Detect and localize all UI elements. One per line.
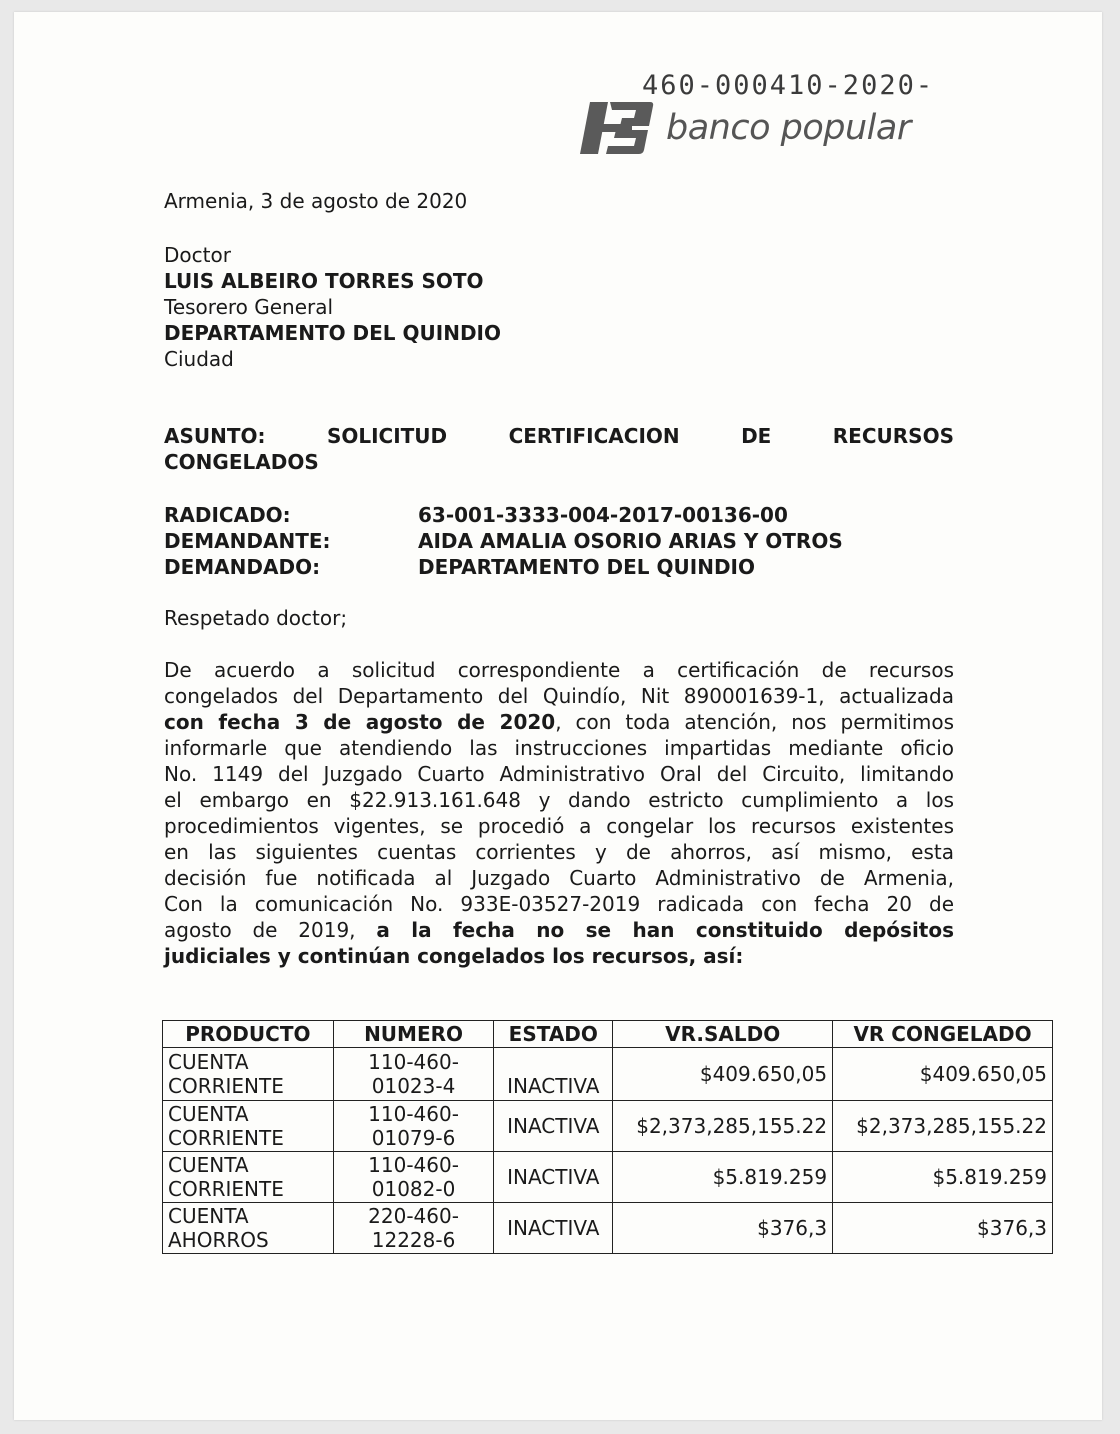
subject-line-2: CONGELADOS bbox=[164, 450, 319, 474]
letter-page bbox=[14, 12, 1102, 1420]
case-value: 63-001-3333-004-2017-00136-00 bbox=[418, 503, 788, 527]
status-cell: INACTIVA bbox=[494, 1101, 613, 1152]
body-line: judiciales y continúan congelados los recursos, así: bbox=[164, 944, 744, 968]
account-number-part: 01079-6 bbox=[371, 1126, 456, 1150]
body-line: informarle que atendiendo las instrucciones impartidas mediante oficio bbox=[164, 736, 954, 760]
body-emphasis: a la fecha no se han constituido depósitos bbox=[376, 918, 954, 942]
case-label: DEMANDADO: bbox=[164, 555, 321, 579]
body-line: el embargo en $22.913.161.648 y dando estricto cumplimiento a los bbox=[164, 788, 954, 812]
table-row bbox=[163, 1048, 1053, 1101]
account-number-part: 110-460- bbox=[368, 1153, 459, 1177]
recipient-title: Doctor bbox=[164, 243, 231, 267]
account-number-cell bbox=[333, 1203, 494, 1254]
account-number-cell bbox=[333, 1101, 494, 1152]
case-label: DEMANDANTE: bbox=[164, 529, 331, 553]
product-subtype: CORRIENTE bbox=[168, 1177, 284, 1201]
account-number-part: 01082-0 bbox=[371, 1177, 456, 1201]
body-line: No. 1149 del Juzgado Cuarto Administrativo Oral del Circuito, limitando bbox=[164, 762, 954, 786]
body-line: Con la comunicación No. 933E-03527-2019 radicada con fecha 20 de bbox=[164, 892, 954, 916]
product-type: CUENTA bbox=[168, 1204, 249, 1228]
recipient-entity: DEPARTAMENTO DEL QUINDIO bbox=[164, 321, 501, 345]
subject-word: ASUNTO: bbox=[164, 424, 266, 448]
recipient-position: Tesorero General bbox=[164, 295, 334, 319]
frozen-amount-cell: $2,373,285,155.22 bbox=[833, 1101, 1053, 1152]
product-cell bbox=[163, 1203, 334, 1254]
body-line: congelados del Departamento del Quindío, Nit 890001639-1, actualizada bbox=[164, 684, 954, 708]
status-cell: INACTIVA bbox=[494, 1203, 613, 1254]
balance-cell: $5.819.259 bbox=[613, 1152, 833, 1203]
status-cell: INACTIVA bbox=[494, 1152, 613, 1203]
product-type: CUENTA bbox=[168, 1050, 249, 1074]
bank-logo-icon bbox=[576, 96, 656, 160]
body-line: decisión fue notificada al Juzgado Cuarto Administrativo de Armenia, bbox=[164, 866, 954, 890]
product-cell bbox=[163, 1101, 334, 1152]
product-cell bbox=[163, 1048, 334, 1101]
bank-logo bbox=[576, 96, 911, 160]
salutation: Respetado doctor; bbox=[164, 606, 348, 630]
case-value: AIDA AMALIA OSORIO ARIAS Y OTROS bbox=[418, 529, 843, 553]
product-type: CUENTA bbox=[168, 1153, 249, 1177]
account-number-part: 12228-6 bbox=[371, 1228, 456, 1252]
body-line: procedimientos vigentes, se procedió a congelar los recursos existentes bbox=[164, 814, 954, 838]
table-header-row bbox=[163, 1021, 1053, 1048]
frozen-amount-cell: $5.819.259 bbox=[833, 1152, 1053, 1203]
account-number-cell bbox=[333, 1048, 494, 1101]
frozen-amount-cell: $409.650,05 bbox=[833, 1048, 1053, 1101]
column-header: PRODUCTO bbox=[163, 1021, 334, 1048]
subject-word: DE bbox=[741, 424, 772, 448]
balance-cell: $409.650,05 bbox=[613, 1048, 833, 1101]
subject-line bbox=[164, 423, 954, 449]
account-number-part: 110-460- bbox=[368, 1050, 459, 1074]
account-number-part: 01023-4 bbox=[371, 1074, 456, 1098]
product-subtype: CORRIENTE bbox=[168, 1126, 284, 1150]
account-number-part: 220-460- bbox=[368, 1204, 459, 1228]
frozen-accounts-table bbox=[162, 1020, 1053, 1254]
subject-word: RECURSOS bbox=[832, 424, 954, 448]
filing-stamp-number: 460-000410-2020- bbox=[642, 70, 935, 101]
balance-cell: $2,373,285,155.22 bbox=[613, 1101, 833, 1152]
body-line: en las siguientes cuentas corrientes y de ahorros, así mismo, esta bbox=[164, 840, 954, 864]
body-line bbox=[164, 917, 954, 943]
product-subtype: CORRIENTE bbox=[168, 1074, 284, 1098]
frozen-amount-cell: $376,3 bbox=[833, 1203, 1053, 1254]
table-row bbox=[163, 1101, 1053, 1152]
table-row bbox=[163, 1152, 1053, 1203]
product-type: CUENTA bbox=[168, 1102, 249, 1126]
balance-cell: $376,3 bbox=[613, 1203, 833, 1254]
body-text: , con toda atención, nos permitimos bbox=[555, 710, 954, 734]
place-date: Armenia, 3 de agosto de 2020 bbox=[164, 189, 468, 213]
recipient-city: Ciudad bbox=[164, 347, 234, 371]
product-subtype: AHORROS bbox=[168, 1228, 269, 1252]
recipient-name: LUIS ALBEIRO TORRES SOTO bbox=[164, 269, 484, 293]
body-line bbox=[164, 709, 954, 735]
account-number-cell bbox=[333, 1152, 494, 1203]
subject-word: CERTIFICACION bbox=[508, 424, 680, 448]
column-header: VR CONGELADO bbox=[833, 1021, 1053, 1048]
product-cell bbox=[163, 1152, 334, 1203]
column-header: VR.SALDO bbox=[613, 1021, 833, 1048]
account-number-part: 110-460- bbox=[368, 1102, 459, 1126]
body-text: agosto de 2019, bbox=[164, 918, 377, 942]
subject-word: SOLICITUD bbox=[326, 424, 448, 448]
body-emphasis: con fecha 3 de agosto de 2020 bbox=[164, 710, 556, 734]
case-value: DEPARTAMENTO DEL QUINDIO bbox=[418, 555, 755, 579]
bank-name: banco popular bbox=[666, 108, 911, 148]
column-header: NUMERO bbox=[333, 1021, 494, 1048]
body-paragraph bbox=[164, 657, 954, 969]
case-label: RADICADO: bbox=[164, 503, 291, 527]
status-cell: INACTIVA bbox=[494, 1048, 613, 1101]
body-line: De acuerdo a solicitud correspondiente a certificación de recursos bbox=[164, 658, 954, 682]
column-header: ESTADO bbox=[494, 1021, 613, 1048]
table-row bbox=[163, 1203, 1053, 1254]
